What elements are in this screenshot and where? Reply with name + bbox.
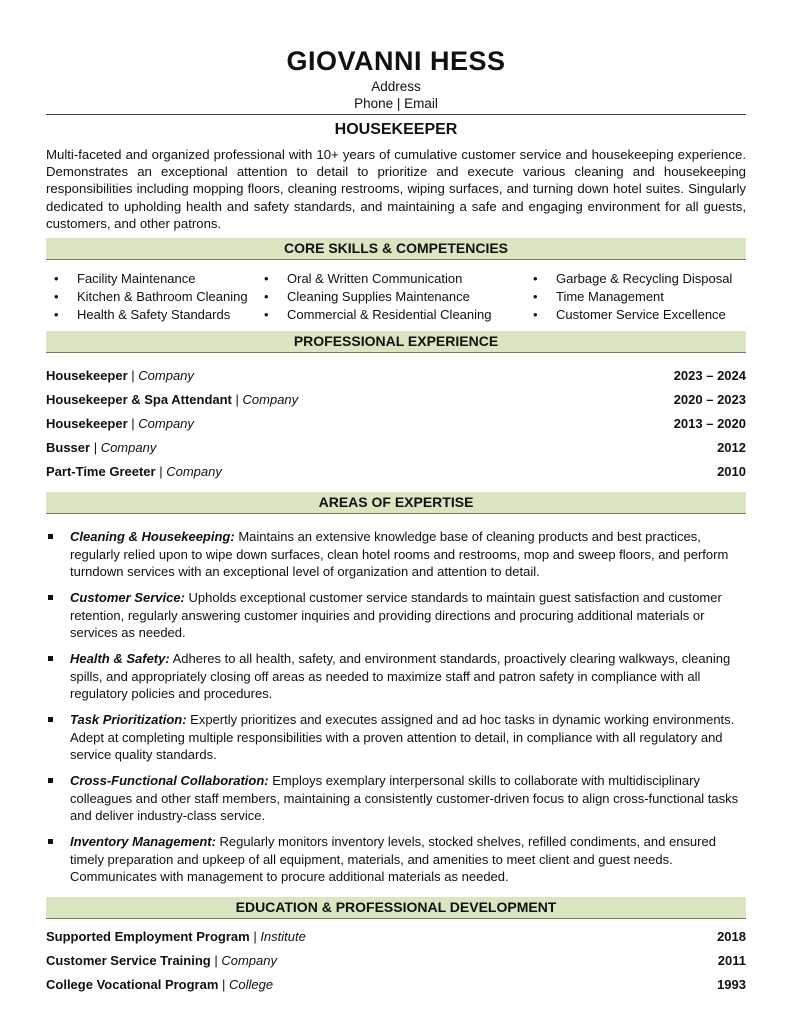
date-range: 2010 <box>717 464 746 479</box>
contact-line: Phone | Email <box>354 96 438 111</box>
expertise-item: Cleaning & Housekeeping: Maintains an extensive knowledge base of cleaning products and best practices, regularly relied upon to wipe down surfaces, clean hotel rooms and restrooms, mop and sweep floors, and perform turndown services with an exceptional level of organization and attention to detail. <box>46 528 746 581</box>
bullet-icon: • <box>533 289 538 304</box>
date-range: 2020 – 2023 <box>673 392 746 407</box>
skill-item: • Oral & Written Communication <box>264 271 463 286</box>
square-bullet-icon <box>48 717 53 722</box>
education-year: 2018 <box>717 929 746 944</box>
bullet-icon: • <box>533 271 538 286</box>
expertise-item: Task Prioritization: Expertly prioritizes and executes assigned and ad hoc tasks in dynamic working environments. Adept at completing multiple responsibilities with a proven attention to detail, in compliance with all regulatory and service quality standards. <box>46 711 746 764</box>
skill-item: • Health & Safety Standards <box>54 307 231 322</box>
experience-row: Busser | Company 2012 <box>46 438 746 458</box>
skills-column-2 <box>256 270 526 324</box>
expertise-item: Inventory Management: Regularly monitors inventory levels, stocked shelves, refilled condiments, and ensured timely preparation and upkeep of all equipment, materials, and amenities to meet client and guest needs. Communicates with management to procure additional materials as needed. <box>46 833 746 886</box>
date-range: 2023 – 2024 <box>673 368 746 383</box>
square-bullet-icon <box>48 595 53 600</box>
education-row: College Vocational Program | College 1993 <box>46 975 746 995</box>
bullet-icon: • <box>54 289 59 304</box>
skills-column-1 <box>46 270 266 324</box>
summary-paragraph: Multi-faceted and organized professional with 10+ years of cumulative customer service and housekeeping experience. Demonstrates an exceptional attention to detail to prioritize and execute various cleaning and housekeeping responsibilities including mopping floors, cleaning restrooms, wiping surfaces, and turning down hotel suites. Singularly dedicated to upholding health and safety standards, and maintaining a safe and engaging environment for all guests, customers, and other patrons. <box>46 147 746 231</box>
skill-item: • Commercial & Residential Cleaning <box>264 307 492 322</box>
skill-item: • Cleaning Supplies Maintenance <box>264 289 470 304</box>
skill-item: • Facility Maintenance <box>54 271 196 286</box>
date-range: 2013 – 2020 <box>673 416 746 431</box>
experience-row: Housekeeper | Company 2023 – 2024 <box>46 366 746 386</box>
experience-row: Part-Time Greeter | Company 2010 <box>46 462 746 482</box>
education-year: 2011 <box>717 953 746 968</box>
skill-item: • Customer Service Excellence <box>533 307 726 322</box>
section-heading-skills: CORE SKILLS & COMPETENCIES <box>46 238 746 260</box>
bullet-icon: • <box>54 307 59 322</box>
bullet-icon: • <box>54 271 59 286</box>
expertise-item: Cross-Functional Collaboration: Employs exemplary interpersonal skills to collaborate with multidisciplinary colleagues and other staff members, maintaining a consistently customer-driven focus to align cross-functional tasks and deliver industry-class service. <box>46 772 746 825</box>
education-row: Supported Employment Program | Institute 2018 <box>46 927 746 947</box>
skill-item: • Garbage & Recycling Disposal <box>533 271 733 286</box>
skills-column-3 <box>525 270 746 324</box>
expertise-item: Customer Service: Upholds exceptional customer service standards to maintain guest satisfaction and customer retention, regularly answering customer inquiries and providing directions and procuring additional materials or services as needed. <box>46 589 746 642</box>
bullet-icon: • <box>264 271 269 286</box>
expertise-item: Health & Safety: Adheres to all health, safety, and environment standards, proactively clearing walkways, cleaning spills, and appropriately closing off areas as needed to maximize staff and patron safety in compliance with all regulatory policies and procedures. <box>46 650 746 703</box>
skill-item: • Time Management <box>533 289 664 304</box>
bullet-icon: • <box>533 307 538 322</box>
skill-item: • Kitchen & Bathroom Cleaning <box>54 289 248 304</box>
experience-row: Housekeeper | Company 2013 – 2020 <box>46 414 746 434</box>
education-row: Customer Service Training | Company 2011 <box>46 951 746 971</box>
square-bullet-icon <box>48 656 53 661</box>
education-year: 1993 <box>717 977 746 992</box>
candidate-name: GIOVANNI HESS <box>286 46 506 76</box>
bullet-icon: • <box>264 289 269 304</box>
bullet-icon: • <box>264 307 269 322</box>
experience-row: Housekeeper & Spa Attendant | Company 2020 – 2023 <box>46 390 746 410</box>
job-title: HOUSEKEEPER <box>334 121 458 138</box>
section-heading-experience: PROFESSIONAL EXPERIENCE <box>46 331 746 353</box>
header-divider <box>46 114 746 115</box>
square-bullet-icon <box>48 839 53 844</box>
address: Address <box>371 79 421 94</box>
square-bullet-icon <box>48 778 53 783</box>
date-range: 2012 <box>717 440 746 455</box>
section-heading-expertise: AREAS OF EXPERTISE <box>46 492 746 514</box>
square-bullet-icon <box>48 534 53 539</box>
section-heading-education: EDUCATION & PROFESSIONAL DEVELOPMENT <box>46 897 746 919</box>
